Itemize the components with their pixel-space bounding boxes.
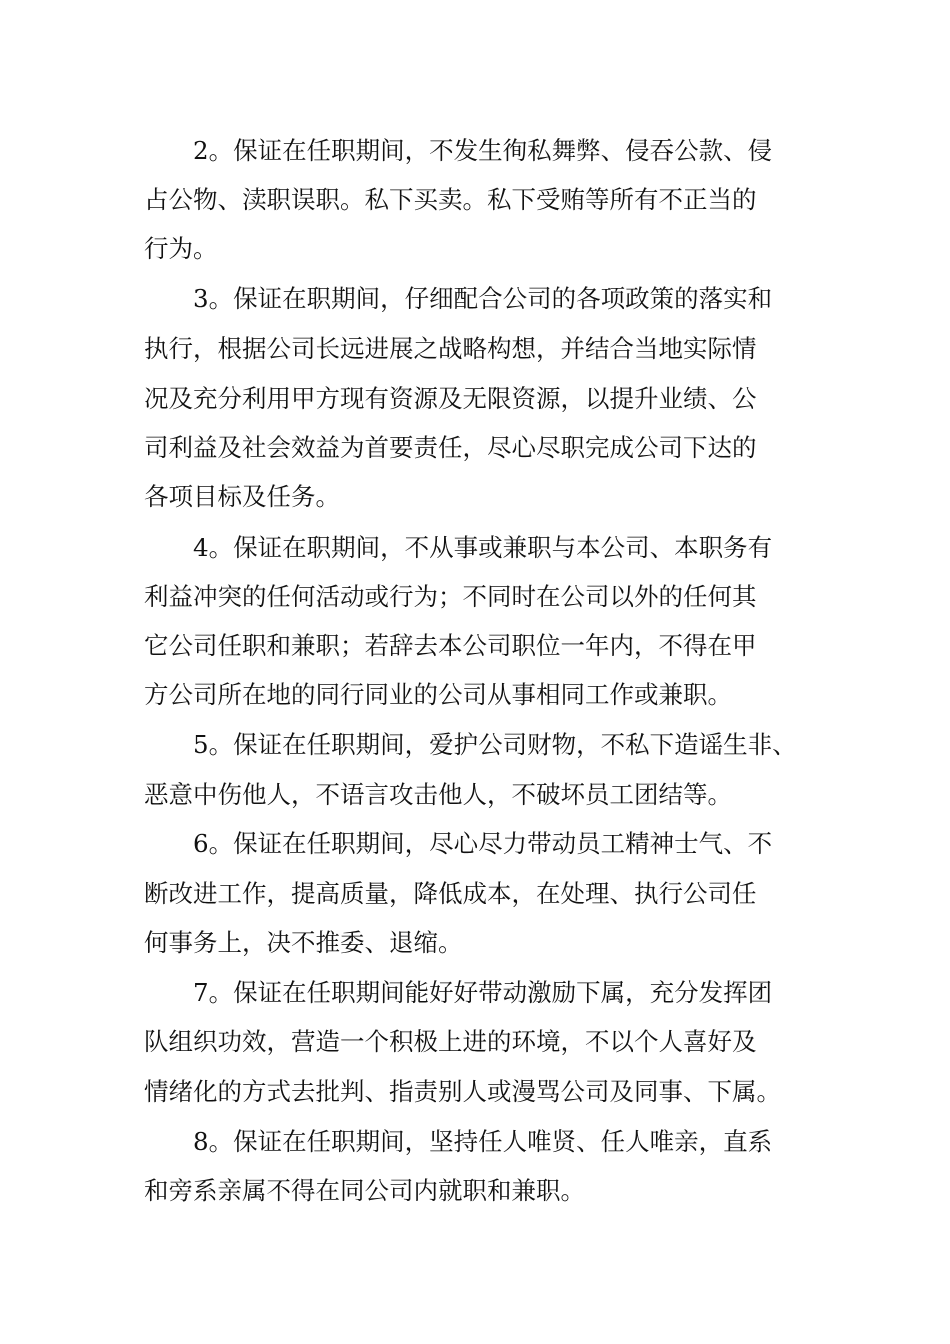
paragraph-2-line-2: 占公物、渎职误职。私下买卖。私下受贿等所有不正当的 bbox=[144, 185, 757, 214]
paragraph-5-line-2: 恶意中伤他人，不语言攻击他人，不破坏员工团结等。 bbox=[144, 780, 732, 809]
paragraph-3-line-3: 况及充分利用甲方现有资源及无限资源，以提升业绩、公 bbox=[144, 384, 757, 413]
paragraph-8-line-2: 和旁系亲属不得在同公司内就职和兼职。 bbox=[144, 1176, 585, 1205]
paragraph-3-line-4: 司利益及社会效益为首要责任，尽心尽职完成公司下达的 bbox=[144, 433, 757, 462]
paragraph-7-line-3: 情绪化的方式去批判、指责别人或漫骂公司及同事、下属。 bbox=[144, 1077, 781, 1106]
paragraph-8-line-1: 8。保证在任职期间，坚持任人唯贤、任人唯亲，直系 bbox=[193, 1127, 773, 1156]
paragraph-3-line-5: 各项目标及任务。 bbox=[144, 482, 340, 511]
paragraph-6-line-3: 何事务上，决不推委、退缩。 bbox=[144, 928, 463, 957]
paragraph-3-line-2: 执行，根据公司长远进展之战略构想，并结合当地实际情 bbox=[144, 334, 757, 363]
paragraph-5-line-1: 5。保证在任职期间，爱护公司财物，不私下造谣生非、 bbox=[193, 730, 797, 759]
paragraph-7-line-1: 7。保证在任职期间能好好带动激励下属，充分发挥团 bbox=[193, 978, 773, 1007]
paragraph-3-line-1: 3。保证在职期间，仔细配合公司的各项政策的落实和 bbox=[193, 284, 773, 313]
paragraph-4-line-1: 4。保证在职期间，不从事或兼职与本公司、本职务有 bbox=[193, 533, 773, 562]
paragraph-2-line-3: 行为。 bbox=[144, 234, 218, 263]
paragraph-2-line-1: 2。保证在任职期间，不发生徇私舞弊、侵吞公款、侵 bbox=[193, 136, 773, 165]
paragraph-4-line-4: 方公司所在地的同行同业的公司从事相同工作或兼职。 bbox=[144, 680, 732, 709]
paragraph-4-line-3: 它公司任职和兼职；若辞去本公司职位一年内，不得在甲 bbox=[144, 631, 757, 660]
paragraph-4-line-2: 利益冲突的任何活动或行为；不同时在公司以外的任何其 bbox=[144, 582, 757, 611]
paragraph-6-line-2: 断改进工作，提高质量，降低成本，在处理、执行公司任 bbox=[144, 879, 757, 908]
paragraph-6-line-1: 6。保证在任职期间，尽心尽力带动员工精神士气、不 bbox=[193, 829, 773, 858]
paragraph-7-line-2: 队组织功效，营造一个积极上进的环境，不以个人喜好及 bbox=[144, 1027, 757, 1056]
